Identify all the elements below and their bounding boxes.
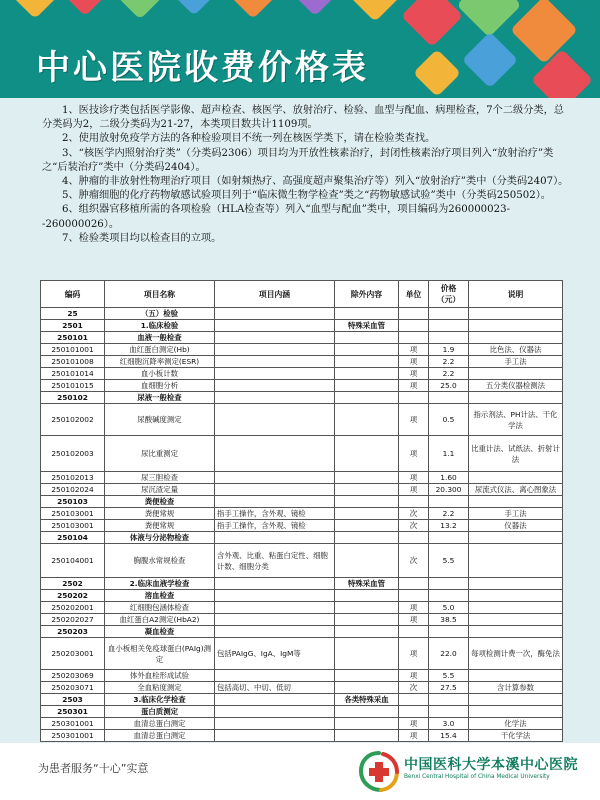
table-category-row <box>41 694 563 706</box>
row-note-cell: 含计算参数 <box>469 682 563 694</box>
header-banner <box>0 0 600 98</box>
row-unit-cell: 项 <box>399 602 429 614</box>
row-code-cell: 250202001 <box>41 602 105 614</box>
row-exclusions-cell <box>335 544 399 578</box>
decor-tile <box>413 49 461 97</box>
row-content-cell <box>215 694 335 706</box>
row-note-cell <box>469 544 563 578</box>
row-code-cell: 250104 <box>41 532 105 544</box>
row-content-cell: 包括高切、中切、低切 <box>215 682 335 694</box>
row-note-cell: 手工法 <box>469 356 563 368</box>
row-content-cell <box>215 496 335 508</box>
col-header-price: 价格（元） <box>429 281 469 308</box>
row-name-cell: 胸腹水常规检查 <box>105 544 215 578</box>
row-note-cell: 化学法 <box>469 718 563 730</box>
row-unit-cell: 项 <box>399 484 429 496</box>
row-price-cell: 5.5 <box>429 544 469 578</box>
row-content-cell <box>215 332 335 344</box>
row-note-cell <box>469 320 563 332</box>
hospital-name-cn: 中国医科大学本溪中心医院 <box>404 757 578 773</box>
row-unit-cell: 项 <box>399 472 429 484</box>
footer-slogan: 为患者服务“十心”实意 <box>38 762 149 775</box>
row-price-cell <box>429 626 469 638</box>
table-row <box>41 614 563 626</box>
row-unit-cell: 项 <box>399 356 429 368</box>
row-note-cell <box>469 614 563 626</box>
row-note-cell <box>469 626 563 638</box>
table-row <box>41 484 563 496</box>
row-note-cell <box>469 670 563 682</box>
row-note-cell: 比色法、仪器法 <box>469 344 563 356</box>
row-note-cell <box>469 332 563 344</box>
row-exclusions-cell: 各类特殊采血 <box>335 694 399 706</box>
row-content-cell <box>215 730 335 742</box>
row-unit-cell: 次 <box>399 508 429 520</box>
row-code-cell: 250104001 <box>41 544 105 578</box>
decor-tile <box>348 0 402 22</box>
row-name-cell: 粪便常规 <box>105 520 215 532</box>
row-content-cell: 指手工操作，含外观、镜检 <box>215 508 335 520</box>
col-header-code: 编码 <box>41 281 105 308</box>
row-content-cell <box>215 614 335 626</box>
row-price-cell: 13.2 <box>429 520 469 532</box>
row-name-cell: 血红蛋白A2测定(HbA2) <box>105 614 215 626</box>
row-note-cell: 手工法 <box>469 508 563 520</box>
row-note-cell <box>469 308 563 320</box>
row-exclusions-cell <box>335 706 399 718</box>
row-exclusions-cell <box>335 532 399 544</box>
row-price-cell: 2.2 <box>429 508 469 520</box>
table-row <box>41 520 563 532</box>
row-unit-cell: 项 <box>399 614 429 626</box>
row-code-cell: 250103 <box>41 496 105 508</box>
col-header-content: 项目内涵 <box>215 281 335 308</box>
row-code-cell: 250202027 <box>41 614 105 626</box>
row-note-cell: 指示剂法、PH计法、干化学法 <box>469 404 563 436</box>
row-price-cell: 1.9 <box>429 344 469 356</box>
row-content-cell <box>215 578 335 590</box>
table-category-row <box>41 496 563 508</box>
note-item: 1、医技诊疗类包括医学影像、超声检查、核医学、放射治疗、检验、血型与配血、病理检查，7个二级分类，总分类码为2，二级分类码为21-27，本类项目数共计1109项。 <box>42 105 564 131</box>
table-row <box>41 344 563 356</box>
table-category-row <box>41 578 563 590</box>
row-content-cell: 含外观、比重、粘蛋白定性、细胞计数、细胞分类 <box>215 544 335 578</box>
row-code-cell: 2501 <box>41 320 105 332</box>
row-unit-cell <box>399 626 429 638</box>
row-name-cell: 蛋白质测定 <box>105 706 215 718</box>
row-exclusions-cell <box>335 730 399 742</box>
row-exclusions-cell <box>335 332 399 344</box>
row-exclusions-cell: 特殊采血管 <box>335 320 399 332</box>
row-exclusions-cell <box>335 718 399 730</box>
price-table-wrapper <box>40 280 562 742</box>
row-unit-cell: 次 <box>399 544 429 578</box>
row-content-cell <box>215 706 335 718</box>
row-unit-cell <box>399 496 429 508</box>
row-unit-cell: 项 <box>399 730 429 742</box>
row-price-cell <box>429 706 469 718</box>
row-name-cell: 血清总蛋白测定 <box>105 730 215 742</box>
row-price-cell: 5.5 <box>429 670 469 682</box>
row-exclusions-cell <box>335 508 399 520</box>
col-header-unit: 单位 <box>399 281 429 308</box>
row-code-cell: 250101008 <box>41 356 105 368</box>
row-name-cell: 红细胞包涵体检查 <box>105 602 215 614</box>
row-price-cell: 1.60 <box>429 472 469 484</box>
row-note-cell: 五分类仪器检测法 <box>469 380 563 392</box>
row-name-cell: 尿沉渣定量 <box>105 484 215 496</box>
row-content-cell <box>215 590 335 602</box>
row-note-cell <box>469 706 563 718</box>
row-code-cell: 250203 <box>41 626 105 638</box>
row-unit-cell <box>399 392 429 404</box>
row-name-cell: 尿三胆检查 <box>105 472 215 484</box>
row-unit-cell: 项 <box>399 670 429 682</box>
row-unit-cell <box>399 706 429 718</box>
decor-tile <box>462 32 519 89</box>
decor-tile <box>229 0 277 19</box>
row-name-cell: 全血粘度测定 <box>105 682 215 694</box>
decor-tile <box>115 0 166 19</box>
decor-tile <box>64 0 106 16</box>
decor-tile <box>174 0 214 16</box>
row-note-cell <box>469 694 563 706</box>
table-row <box>41 718 563 730</box>
row-note-cell <box>469 590 563 602</box>
row-content-cell: 指手工操作，含外观、镜检 <box>215 520 335 532</box>
row-unit-cell: 次 <box>399 682 429 694</box>
row-name-cell: 凝血检查 <box>105 626 215 638</box>
row-code-cell: 250102013 <box>41 472 105 484</box>
row-code-cell: 2502 <box>41 578 105 590</box>
table-row <box>41 638 563 670</box>
row-name-cell: 2.临床血液学检查 <box>105 578 215 590</box>
row-code-cell: 250301001 <box>41 718 105 730</box>
row-price-cell: 0.5 <box>429 404 469 436</box>
row-name-cell: 血小板计数 <box>105 368 215 380</box>
row-code-cell: 250301001 <box>41 730 105 742</box>
row-code-cell: 250102024 <box>41 484 105 496</box>
note-item: 2、使用放射免疫学方法的各种检验项目不统一列在核医学类下，请在检验类查找。 <box>62 133 436 145</box>
row-exclusions-cell <box>335 472 399 484</box>
row-content-cell <box>215 718 335 730</box>
row-note-cell: 每项检测计费一次，酶免法 <box>469 638 563 670</box>
row-content-cell <box>215 626 335 638</box>
row-content-cell <box>215 472 335 484</box>
row-price-cell <box>429 532 469 544</box>
row-unit-cell: 项 <box>399 404 429 436</box>
row-code-cell: 250101 <box>41 332 105 344</box>
row-exclusions-cell <box>335 436 399 472</box>
table-row <box>41 404 563 436</box>
row-unit-cell <box>399 590 429 602</box>
row-price-cell <box>429 308 469 320</box>
row-name-cell: 粪便检查 <box>105 496 215 508</box>
row-price-cell <box>429 578 469 590</box>
row-exclusions-cell <box>335 344 399 356</box>
row-unit-cell <box>399 694 429 706</box>
row-name-cell: 粪便常规 <box>105 508 215 520</box>
row-note-cell <box>469 392 563 404</box>
table-row <box>41 472 563 484</box>
row-code-cell: 25 <box>41 308 105 320</box>
row-price-cell <box>429 392 469 404</box>
note-item: 7、检验类项目均以检查目的立项。 <box>62 232 222 244</box>
row-name-cell: 1.临床检验 <box>105 320 215 332</box>
row-code-cell: 250101014 <box>41 368 105 380</box>
table-category-row <box>41 320 563 332</box>
note-item: 4、肿瘤的非放射性物理治疗项目（如射频热疗、高强度超声聚集治疗等）列入“放射治疗”类中（分类码2407）。 <box>62 176 569 188</box>
row-exclusions-cell <box>335 484 399 496</box>
notes-section <box>42 104 572 246</box>
row-content-cell <box>215 368 335 380</box>
row-exclusions-cell <box>335 670 399 682</box>
price-table <box>40 280 563 742</box>
row-code-cell: 250102003 <box>41 436 105 472</box>
table-category-row <box>41 392 563 404</box>
row-code-cell: 250301 <box>41 706 105 718</box>
row-note-cell: 尿流式仪法、离心图象法 <box>469 484 563 496</box>
row-name-cell: 溶血检查 <box>105 590 215 602</box>
table-row <box>41 368 563 380</box>
row-price-cell: 20.300 <box>429 484 469 496</box>
row-name-cell: 尿液一般检查 <box>105 392 215 404</box>
table-row <box>41 730 563 742</box>
row-content-cell <box>215 344 335 356</box>
row-name-cell: 体外血栓形成试验 <box>105 670 215 682</box>
table-body <box>41 308 563 742</box>
row-unit-cell: 次 <box>399 520 429 532</box>
row-name-cell: 尿酸碱度测定 <box>105 404 215 436</box>
row-code-cell: 250103001 <box>41 520 105 532</box>
row-unit-cell: 项 <box>399 436 429 472</box>
row-note-cell: 仪器法 <box>469 520 563 532</box>
row-exclusions-cell <box>335 602 399 614</box>
row-name-cell: 血小板相关免疫球蛋白(PAIg)测定 <box>105 638 215 670</box>
page-title: 中心医院收费价格表 <box>36 48 369 88</box>
row-code-cell: 250203071 <box>41 682 105 694</box>
row-exclusions-cell <box>335 638 399 670</box>
table-row <box>41 380 563 392</box>
row-price-cell: 27.5 <box>429 682 469 694</box>
row-note-cell <box>469 472 563 484</box>
row-exclusions-cell <box>335 392 399 404</box>
decor-tile <box>294 0 336 16</box>
row-unit-cell: 项 <box>399 368 429 380</box>
row-note-cell: 比重计法、试纸法、折射计法 <box>469 436 563 472</box>
row-code-cell: 2503 <box>41 694 105 706</box>
row-note-cell: 干化学法 <box>469 730 563 742</box>
hospital-name-en: Benxi Central Hospital of China Medical University <box>404 774 550 780</box>
row-content-cell <box>215 670 335 682</box>
row-content-cell <box>215 392 335 404</box>
table-row <box>41 682 563 694</box>
table-row <box>41 670 563 682</box>
row-exclusions-cell <box>335 682 399 694</box>
row-note-cell <box>469 602 563 614</box>
row-content-cell: 包括PAIgG、IgA、IgM等 <box>215 638 335 670</box>
row-unit-cell <box>399 308 429 320</box>
note-item: 3、“核医学内照射治疗类”（分类码2306）项目均为开放性核素治疗，封闭性核素治疗项目列入“放射治疗”类之“后装治疗”类中（分类码2404）。 <box>42 147 554 173</box>
row-code-cell: 250202 <box>41 590 105 602</box>
row-exclusions-cell <box>335 404 399 436</box>
row-name-cell: 3.临床化学检查 <box>105 694 215 706</box>
row-unit-cell <box>399 332 429 344</box>
row-price-cell: 2.2 <box>429 368 469 380</box>
row-price-cell <box>429 332 469 344</box>
table-row <box>41 544 563 578</box>
row-note-cell <box>469 368 563 380</box>
row-name-cell: 血清总蛋白测定 <box>105 718 215 730</box>
row-exclusions-cell: 特殊采血管 <box>335 578 399 590</box>
row-price-cell: 38.5 <box>429 614 469 626</box>
row-price-cell: 2.2 <box>429 356 469 368</box>
row-unit-cell <box>399 532 429 544</box>
row-code-cell: 250101015 <box>41 380 105 392</box>
row-unit-cell: 项 <box>399 718 429 730</box>
row-content-cell <box>215 484 335 496</box>
decor-tile <box>401 0 463 47</box>
row-name-cell: 尿比重测定 <box>105 436 215 472</box>
row-price-cell <box>429 320 469 332</box>
col-header-name: 项目名称 <box>105 281 215 308</box>
row-content-cell <box>215 356 335 368</box>
row-name-cell: 血细胞分析 <box>105 380 215 392</box>
table-header-row <box>41 281 563 308</box>
row-exclusions-cell <box>335 590 399 602</box>
row-exclusions-cell <box>335 496 399 508</box>
table-category-row <box>41 332 563 344</box>
row-unit-cell: 项 <box>399 344 429 356</box>
row-exclusions-cell <box>335 520 399 532</box>
row-name-cell: （五）检验 <box>105 308 215 320</box>
col-header-note: 说明 <box>469 281 563 308</box>
row-name-cell: 血红蛋白测定(Hb) <box>105 344 215 356</box>
row-name-cell: 红细胞沉降率测定(ESR) <box>105 356 215 368</box>
row-code-cell: 250203001 <box>41 638 105 670</box>
table-category-row <box>41 706 563 718</box>
note-item: 6、组织器官移植所需的各项检验（HLA检查等）列入“血型与配血”类中，项目编码为260000023--260000026）。 <box>42 204 511 230</box>
row-price-cell <box>429 496 469 508</box>
row-exclusions-cell <box>335 380 399 392</box>
row-exclusions-cell <box>335 614 399 626</box>
table-row <box>41 602 563 614</box>
row-exclusions-cell <box>335 626 399 638</box>
row-price-cell <box>429 590 469 602</box>
row-code-cell: 250203069 <box>41 670 105 682</box>
table-category-row <box>41 532 563 544</box>
row-unit-cell: 项 <box>399 380 429 392</box>
row-unit-cell <box>399 578 429 590</box>
row-price-cell: 3.0 <box>429 718 469 730</box>
row-content-cell <box>215 308 335 320</box>
row-unit-cell <box>399 320 429 332</box>
note-item: 5、肿瘤细胞的化疗药物敏感试验项目列于“临床微生物学检查”类之“药物敏感试验”类中（分类码250502）。 <box>62 190 551 202</box>
row-price-cell: 15.4 <box>429 730 469 742</box>
col-header-exclusions: 除外内容 <box>335 281 399 308</box>
row-exclusions-cell <box>335 368 399 380</box>
row-price-cell <box>429 694 469 706</box>
table-row <box>41 356 563 368</box>
row-price-cell: 5.0 <box>429 602 469 614</box>
row-name-cell: 血液一般检查 <box>105 332 215 344</box>
footer <box>0 743 600 800</box>
table-category-row <box>41 626 563 638</box>
table-category-row <box>41 308 563 320</box>
hospital-logo-icon <box>356 749 402 795</box>
row-exclusions-cell <box>335 308 399 320</box>
table-category-row <box>41 590 563 602</box>
row-note-cell <box>469 532 563 544</box>
row-code-cell: 250101001 <box>41 344 105 356</box>
row-price-cell: 1.1 <box>429 436 469 472</box>
row-note-cell <box>469 496 563 508</box>
row-content-cell <box>215 404 335 436</box>
row-content-cell <box>215 380 335 392</box>
row-code-cell: 250103001 <box>41 508 105 520</box>
decor-tile <box>11 0 59 19</box>
row-content-cell <box>215 602 335 614</box>
row-unit-cell: 项 <box>399 638 429 670</box>
row-content-cell <box>215 436 335 472</box>
row-exclusions-cell <box>335 356 399 368</box>
row-note-cell <box>469 578 563 590</box>
row-code-cell: 250102002 <box>41 404 105 436</box>
row-price-cell: 22.0 <box>429 638 469 670</box>
row-content-cell <box>215 532 335 544</box>
table-row <box>41 508 563 520</box>
row-price-cell: 25.0 <box>429 380 469 392</box>
row-content-cell <box>215 320 335 332</box>
row-name-cell: 体液与分泌物检查 <box>105 532 215 544</box>
row-code-cell: 250102 <box>41 392 105 404</box>
table-row <box>41 436 563 472</box>
